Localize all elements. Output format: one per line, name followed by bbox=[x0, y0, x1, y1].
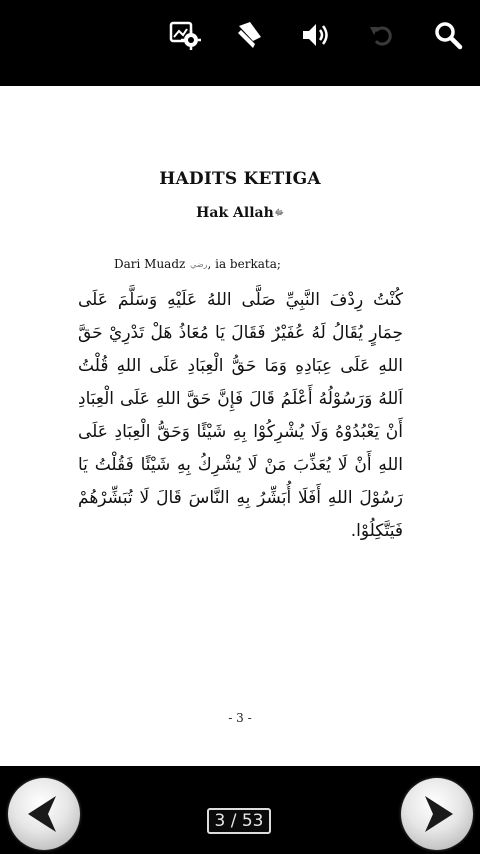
intro-suffix: , ia berkata; bbox=[207, 257, 281, 271]
page-title: HADITS KETIGA bbox=[159, 169, 321, 189]
hadith-arabic-text: كُنْتُ رِدْفَ النَّبِيِّ صَلَّى اللهُ عَلَيْهِ وَسَلَّمَ عَلَى حِمَارٍ يُقَالُ لَهُ عُفَيْرٌ فَقَالَ يَا مُعَاذُ هَلْ تَدْرِيْ حَقَّ اللهِ عَلَى عِبَادِهِ وَمَا حَقُّ الْعِبَادِ عَلَى اللهِ قُلْتُ اَللهُ وَرَسُوْلُهُ أَعْلَمُ قَالَ فَإِنَّ حَقَّ اللهِ عَلَى الْعِبَادِ أَنْ يَعْبُدُوْهُ وَلَا يُشْرِكُوْا بِهِ شَيْئًا وَحَقُّ الْعِبَادِ عَلَى اللهِ أَنْ لَا يُعَذِّبَ مَنْ لَا يُشْرِكُ بِهِ شَيْئًا فَقُلْتُ يَا رَسُوْلَ اللهِ أَفَلَا أُبَشِّرُ بِهِ النَّاسَ قَالَ لَا تُبَشِّرْهُمْ فَيَتَّكِلُوْا. bbox=[78, 290, 403, 541]
intro-honorific-glyph: رضي bbox=[190, 260, 208, 269]
subtitle-text: Hak Allah bbox=[196, 205, 274, 221]
bookmark-icon bbox=[233, 20, 263, 50]
honorific-glyph: ﷻ bbox=[274, 207, 284, 217]
book-page bbox=[0, 86, 480, 766]
intro-prefix: Dari Muadz bbox=[114, 257, 186, 271]
sound-button[interactable] bbox=[296, 16, 336, 54]
search-icon bbox=[433, 20, 463, 50]
intro-line bbox=[114, 257, 281, 271]
top-toolbar bbox=[0, 0, 480, 86]
undo-button[interactable] bbox=[362, 16, 402, 54]
next-page-button[interactable] bbox=[401, 778, 473, 850]
page-number: - 3 - bbox=[228, 711, 252, 725]
settings-icon bbox=[168, 20, 202, 50]
page-subtitle bbox=[0, 205, 480, 221]
arrow-right-icon bbox=[415, 792, 459, 836]
settings-button[interactable] bbox=[165, 16, 205, 54]
bookmark-button[interactable] bbox=[228, 16, 268, 54]
previous-page-button[interactable] bbox=[8, 778, 80, 850]
undo-icon bbox=[367, 21, 397, 49]
sound-icon bbox=[300, 21, 332, 49]
search-button[interactable] bbox=[428, 16, 468, 54]
arrow-left-icon bbox=[22, 792, 66, 836]
page-counter: 3 / 53 bbox=[207, 808, 271, 834]
